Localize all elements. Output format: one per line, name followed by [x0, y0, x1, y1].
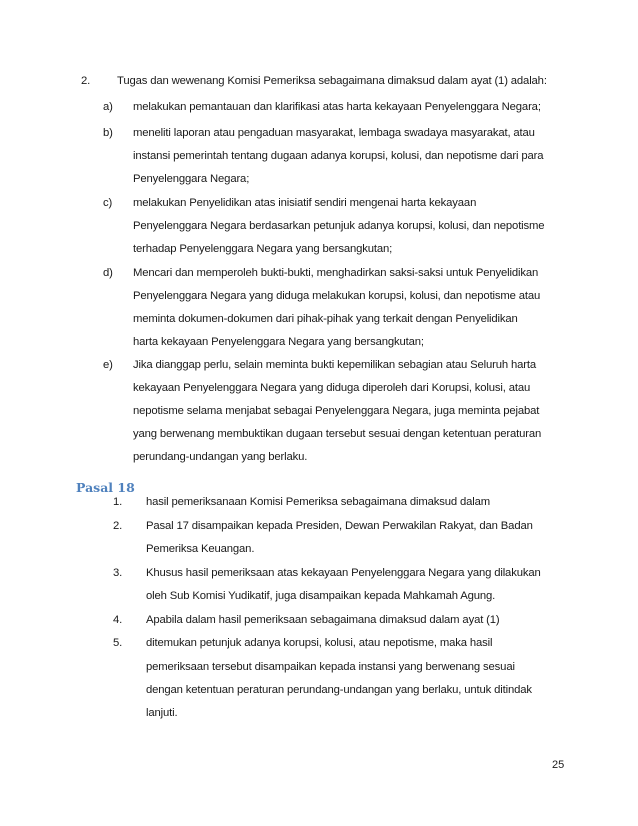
list-item-line: hasil pemeriksanaan Komisi Pemeriksa sebagaimana dimaksud dalam [146, 496, 491, 508]
list-item-line: Penyelenggara Negara berdasarkan petunjuk adanya korupsi, kolusi, dan nepotisme [133, 220, 545, 232]
list-item-line: nepotisme selama menjabat sebagai Penyelenggara Negara, juga meminta pejabat [133, 405, 540, 417]
list-marker: 5. [113, 637, 123, 649]
list-item-line: lanjuti. [146, 707, 178, 719]
list-item-line: perundang-undangan yang berlaku. [133, 451, 308, 463]
list-item-line: Apabila dalam hasil pemeriksaan sebagaimana dimaksud dalam ayat (1) [146, 614, 500, 626]
list-item-line: melakukan Penyelidikan atas inisiatif sendiri mengenai harta kekayaan [133, 197, 477, 209]
list-marker: a) [103, 101, 113, 113]
list-item-line: meminta dokumen-dokumen dari pihak-pihak yang terkait dengan Penyelidikan [133, 313, 518, 325]
list-item-line: terhadap Penyelenggara Negara yang bersangkutan; [133, 243, 393, 255]
section-intro: Tugas dan wewenang Komisi Pemeriksa sebagaimana dimaksud dalam ayat (1) adalah: [117, 75, 547, 87]
section-number: 2. [81, 75, 91, 87]
list-item-line: yang berwenang membuktikan dugaan tersebut sesuai dengan ketentuan peraturan [133, 428, 542, 440]
list-item-line: melakukan pemantauan dan klarifikasi atas harta kekayaan Penyelenggara Negara; [133, 101, 541, 113]
list-item-line: kekayaan Penyelenggara Negara yang diduga diperoleh dari Korupsi, kolusi, atau [133, 382, 531, 394]
list-marker: 4. [113, 614, 123, 626]
list-item-line: oleh Sub Komisi Yudikatif, juga disampaikan kepada Mahkamah Agung. [146, 590, 496, 602]
list-marker: 2. [113, 520, 123, 532]
list-marker: d) [103, 267, 113, 279]
list-item-line: meneliti laporan atau pengaduan masyarakat, lembaga swadaya masyarakat, atau [133, 127, 535, 139]
list-item-line: ditemukan petunjuk adanya korupsi, kolusi, atau nepotisme, maka hasil [146, 637, 493, 649]
list-item-line: Penyelenggara Negara yang diduga melakukan korupsi, kolusi, dan nepotisme atau [133, 290, 541, 302]
list-item-line: pemeriksaan tersebut disampaikan kepada instansi yang berwenang sesuai [146, 661, 515, 673]
list-item-line: Pasal 17 disampaikan kepada Presiden, Dewan Perwakilan Rakyat, dan Badan [146, 520, 533, 532]
list-item-line: Mencari dan memperoleh bukti-bukti, menghadirkan saksi-saksi untuk Penyelidikan [133, 267, 539, 279]
list-item-line: harta kekayaan Penyelenggara Negara yang bersangkutan; [133, 336, 424, 348]
list-marker: b) [103, 127, 113, 139]
list-item-line: Pemeriksa Keuangan. [146, 543, 255, 555]
list-marker: 3. [113, 567, 123, 579]
section-heading: Pasal 18 [76, 480, 135, 495]
list-item-line: instansi pemerintah tentang dugaan adanya korupsi, kolusi, dan nepotisme dari para [133, 150, 544, 162]
list-item-line: Khusus hasil pemeriksaan atas kekayaan Penyelenggara Negara yang dilakukan [146, 567, 541, 579]
page-number: 25 [552, 759, 565, 771]
list-marker: 1. [113, 496, 123, 508]
list-marker: c) [103, 197, 113, 209]
list-item-line: dengan ketentuan peraturan perundang-undangan yang berlaku, untuk ditindak [146, 684, 532, 696]
list-marker: e) [103, 359, 113, 371]
list-item-line: Jika dianggap perlu, selain meminta bukti kepemilikan sebagian atau Seluruh harta [133, 359, 536, 371]
list-item-line: Penyelenggara Negara; [133, 173, 250, 185]
